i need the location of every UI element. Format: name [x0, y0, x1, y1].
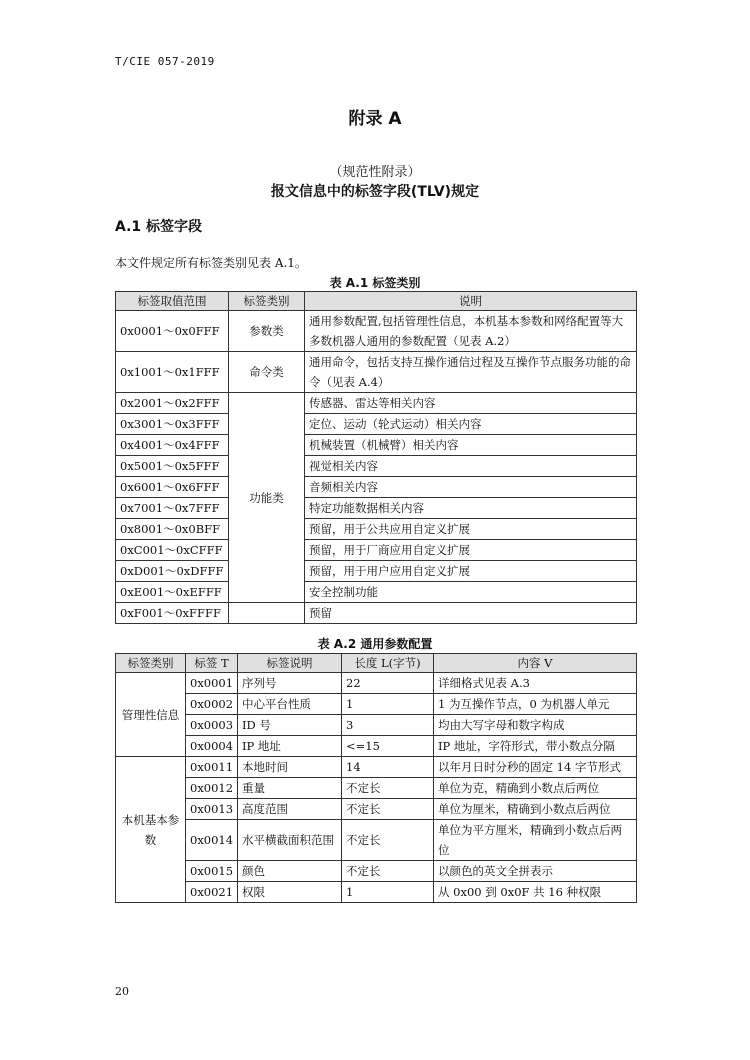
tag-cell: 0x0015 — [186, 861, 238, 882]
table-row — [116, 736, 637, 757]
column-header: 标签 T — [186, 654, 238, 673]
table-row — [116, 519, 637, 540]
category-cell: 参数类 — [229, 311, 305, 352]
tag-cell: 0x0002 — [186, 694, 238, 715]
table-row — [116, 799, 637, 820]
tag-category-table — [115, 291, 637, 624]
description-cell: 通用命令，包括支持互操作通信过程及互操作节点服务功能的命令（见表 A.4） — [305, 352, 637, 393]
tag-desc-cell: ID 号 — [238, 715, 342, 736]
table1-caption: 表 A.1 标签类别 — [329, 276, 421, 290]
table-row — [116, 861, 637, 882]
general-parameter-table — [115, 653, 637, 903]
tag-cell: 0x0021 — [186, 882, 238, 903]
range-cell: 0x5001～0x5FFF — [116, 456, 229, 477]
section-heading: A.1 标签字段 — [115, 219, 203, 235]
table-row — [116, 477, 637, 498]
tag-desc-cell: IP 地址 — [238, 736, 342, 757]
range-cell: 0x3001～0x3FFF — [116, 414, 229, 435]
tag-cell: 0x0013 — [186, 799, 238, 820]
length-cell: 不定长 — [342, 799, 434, 820]
length-cell: 不定长 — [342, 820, 434, 861]
table-row — [116, 311, 637, 352]
table-row — [116, 820, 637, 861]
content-cell: 均由大写字母和数字构成 — [434, 715, 637, 736]
table-row — [116, 352, 637, 393]
column-header: 长度 L(字节) — [342, 654, 434, 673]
description-cell: 预留 — [305, 603, 637, 624]
content-cell: 单位为克，精确到小数点后两位 — [434, 778, 637, 799]
tag-cell: 0x0003 — [186, 715, 238, 736]
table-row — [116, 603, 637, 624]
range-cell: 0x6001～0x6FFF — [116, 477, 229, 498]
length-cell: 3 — [342, 715, 434, 736]
content-cell: 从 0x00 到 0x0F 共 16 种权限 — [434, 882, 637, 903]
range-cell: 0x8001～0x0BFF — [116, 519, 229, 540]
tag-cell: 0x0004 — [186, 736, 238, 757]
column-header: 标签类别 — [229, 292, 305, 311]
length-cell: 1 — [342, 882, 434, 903]
tag-desc-cell: 重量 — [238, 778, 342, 799]
category-cell — [229, 603, 305, 624]
normative-note: （规范性附录） — [329, 165, 421, 180]
range-cell: 0x4001～0x4FFF — [116, 435, 229, 456]
intro-paragraph: 本文件规定所有标签类别见表 A.1。 — [115, 256, 307, 270]
content-cell: 详细格式见表 A.3 — [434, 673, 637, 694]
appendix-subtitle: 报文信息中的标签字段(TLV)规定 — [270, 184, 480, 200]
table-row — [116, 694, 637, 715]
tag-cell: 0x0014 — [186, 820, 238, 861]
description-cell: 定位、运动（轮式运动）相关内容 — [305, 414, 637, 435]
description-cell: 通用参数配置,包括管理性信息，本机基本参数和网络配置等大多数机器人通用的参数配置（见表 A.2） — [305, 311, 637, 352]
group-category-cell: 管理性信息 — [116, 673, 186, 757]
appendix-title: 附录 A — [348, 109, 402, 129]
description-cell: 安全控制功能 — [305, 582, 637, 603]
description-cell: 视觉相关内容 — [305, 456, 637, 477]
content-cell: 以颜色的英文全拼表示 — [434, 861, 637, 882]
page-number: 20 — [115, 985, 129, 998]
description-cell: 预留，用于厂商应用自定义扩展 — [305, 540, 637, 561]
table-row — [116, 498, 637, 519]
column-header: 说明 — [305, 292, 637, 311]
description-cell: 预留，用于用户应用自定义扩展 — [305, 561, 637, 582]
content-cell: 以年月日时分秒的固定 14 字节形式 — [434, 757, 637, 778]
range-cell: 0x2001～0x2FFF — [116, 393, 229, 414]
table-header-row — [116, 292, 637, 311]
length-cell: 不定长 — [342, 778, 434, 799]
table-row — [116, 435, 637, 456]
category-cell: 功能类 — [229, 393, 305, 603]
tag-desc-cell: 本地时间 — [238, 757, 342, 778]
table2-caption: 表 A.2 通用参数配置 — [317, 637, 433, 651]
tag-desc-cell: 颜色 — [238, 861, 342, 882]
table-row — [116, 561, 637, 582]
content-cell: 单位为平方厘米，精确到小数点后两位 — [434, 820, 637, 861]
table-header-row — [116, 654, 637, 673]
table-row — [116, 757, 637, 778]
range-cell: 0xE001～0xEFFF — [116, 582, 229, 603]
table-row — [116, 778, 637, 799]
content-cell: IP 地址，字符形式，带小数点分隔 — [434, 736, 637, 757]
range-cell: 0x7001～0x7FFF — [116, 498, 229, 519]
table-row — [116, 414, 637, 435]
category-cell: 命令类 — [229, 352, 305, 393]
description-cell: 特定功能数据相关内容 — [305, 498, 637, 519]
range-cell: 0xD001～0xDFFF — [116, 561, 229, 582]
description-cell: 传感器、雷达等相关内容 — [305, 393, 637, 414]
length-cell: <=15 — [342, 736, 434, 757]
length-cell: 22 — [342, 673, 434, 694]
length-cell: 1 — [342, 694, 434, 715]
content-cell: 单位为厘米，精确到小数点后两位 — [434, 799, 637, 820]
table-row — [116, 456, 637, 477]
table-row — [116, 582, 637, 603]
table-row — [116, 393, 637, 414]
range-cell: 0xF001～0xFFFF — [116, 603, 229, 624]
description-cell: 音频相关内容 — [305, 477, 637, 498]
length-cell: 不定长 — [342, 861, 434, 882]
tag-desc-cell: 高度范围 — [238, 799, 342, 820]
description-cell: 机械装置（机械臂）相关内容 — [305, 435, 637, 456]
tag-desc-cell: 水平横截面积范围 — [238, 820, 342, 861]
column-header: 标签取值范围 — [116, 292, 229, 311]
tag-cell: 0x0001 — [186, 673, 238, 694]
group-category-cell: 本机基本参数 — [116, 757, 186, 903]
description-cell: 预留，用于公共应用自定义扩展 — [305, 519, 637, 540]
standard-code: T/CIE 057-2019 — [115, 55, 215, 68]
range-cell: 0xC001～0xCFFF — [116, 540, 229, 561]
tag-desc-cell: 权限 — [238, 882, 342, 903]
table-row — [116, 882, 637, 903]
tag-desc-cell: 序列号 — [238, 673, 342, 694]
tag-cell: 0x0011 — [186, 757, 238, 778]
range-cell: 0x0001～0x0FFF — [116, 311, 229, 352]
length-cell: 14 — [342, 757, 434, 778]
content-cell: 1 为互操作节点，0 为机器人单元 — [434, 694, 637, 715]
table-row — [116, 540, 637, 561]
range-cell: 0x1001～0x1FFF — [116, 352, 229, 393]
column-header: 标签说明 — [238, 654, 342, 673]
tag-desc-cell: 中心平台性质 — [238, 694, 342, 715]
column-header: 标签类别 — [116, 654, 186, 673]
table-row — [116, 673, 637, 694]
table-row — [116, 715, 637, 736]
column-header: 内容 V — [434, 654, 637, 673]
tag-cell: 0x0012 — [186, 778, 238, 799]
